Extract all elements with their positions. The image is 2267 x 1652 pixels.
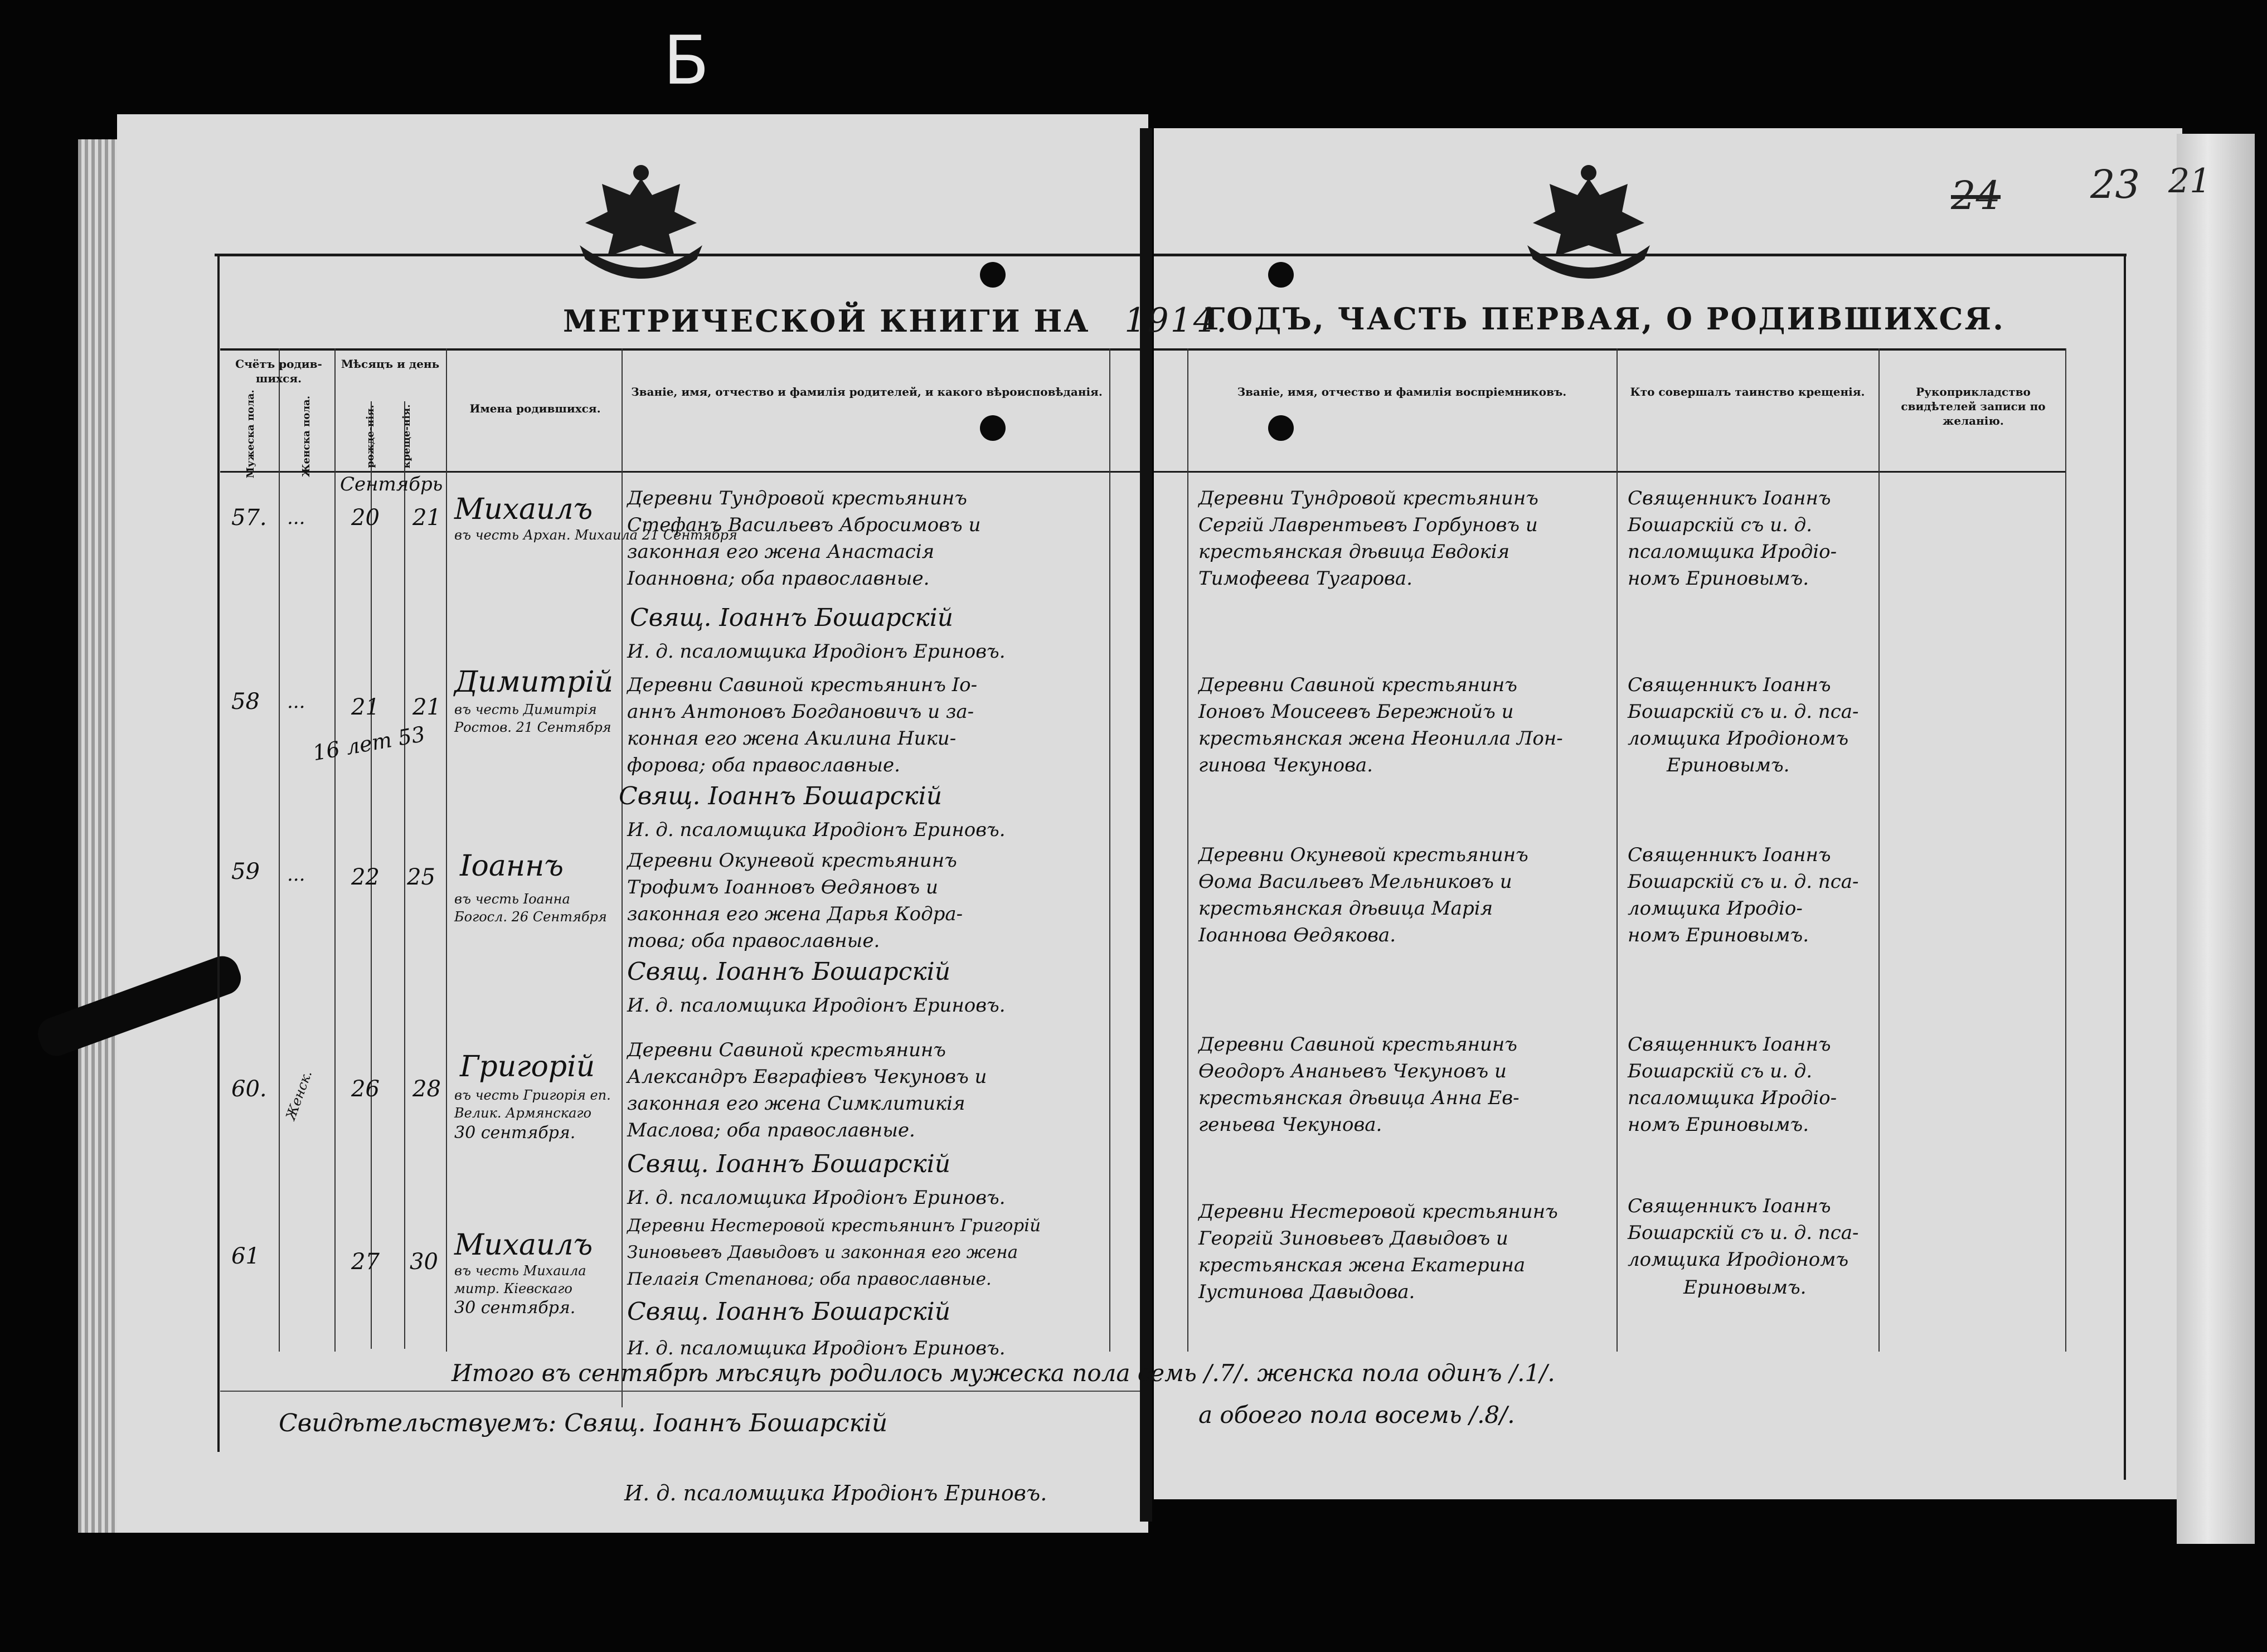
- double-headed-eagle-emblem-left: [569, 162, 713, 290]
- baptism-day: 30: [410, 1249, 438, 1275]
- parents-line: Трофимъ Іоанновъ Ѳедяновъ и: [627, 876, 938, 898]
- godparents-line: крестьянская дѣвица Марія: [1198, 897, 1493, 920]
- name-note: 30 сентября.: [454, 1123, 576, 1143]
- parents-line: Іоанновна; оба православные.: [627, 567, 930, 590]
- priest-line: ломщика Иродіономъ: [1628, 1248, 1849, 1271]
- totals-line-2: а обоего пола восемь /.8/.: [1198, 1401, 1515, 1429]
- margin-note: 16 лет 53: [310, 721, 427, 766]
- godparents-line: Деревни Тундровой крестьянинъ: [1198, 487, 1538, 509]
- godparents-line: гинова Чекунова.: [1198, 754, 1373, 776]
- header-godparents: Званіе, имя, отчество и фамилія воспріемниковъ.: [1237, 385, 1567, 399]
- entry-number: 59: [231, 859, 260, 885]
- column-header-rule-right: [1154, 471, 2065, 473]
- header-rule-right: [1154, 348, 2065, 351]
- birth-day: 22: [351, 864, 380, 890]
- baptism-day: 21: [412, 694, 441, 720]
- entry-number: 60.: [231, 1076, 267, 1102]
- title-left: [563, 301, 1229, 340]
- col-rule: [446, 348, 447, 1352]
- godparents-line: крестьянская жена Екатерина: [1198, 1254, 1526, 1276]
- header-priest: Кто совершалъ таинство крещенія.: [1630, 385, 1865, 399]
- parents-line: Деревни Нестеровой крестьянинъ Григорій: [627, 1216, 1041, 1236]
- parents-line: аннъ Антоновъ Богдановичъ и за-: [627, 701, 974, 723]
- godparents-line: Георгій Зиновьевъ Давыдовъ и: [1198, 1227, 1508, 1250]
- child-name: Димитрій: [454, 665, 614, 699]
- godparents-line: крестьянская жена Неонилла Лон-: [1198, 727, 1563, 750]
- parents-line: Зиновьевъ Давыдовъ и законная его жена: [627, 1242, 1018, 1262]
- clerk-signature: И. д. псаломщика Иродіонъ Ериновъ.: [627, 1187, 1006, 1209]
- header-female: Женска пола.: [300, 396, 312, 477]
- table-left-border: [217, 254, 220, 1452]
- child-name: Михаилъ: [454, 493, 593, 526]
- page-stack-edge: [78, 139, 123, 1533]
- child-name: Іоаннъ: [460, 849, 564, 883]
- godparents-line: Іоновъ Моисеевъ Бережнойъ и: [1198, 701, 1514, 723]
- double-headed-eagle-emblem-right: [1516, 162, 1661, 290]
- priest-line: Ериновымъ.: [1667, 754, 1790, 776]
- priest-line: Священникъ Іоаннъ: [1628, 674, 1831, 696]
- frame-label: Б: [663, 22, 710, 100]
- parents-line: Пелагія Степанова; оба православные.: [627, 1269, 992, 1289]
- clerk-signature: И. д. псаломщика Иродіонъ Ериновъ.: [627, 1337, 1006, 1359]
- name-note: въ честь Михаила: [454, 1263, 586, 1279]
- clerk-signature: И. д. псаломщика Иродіонъ Ериновъ.: [627, 994, 1006, 1017]
- parents-line: Александръ Евграфіевъ Чекуновъ и: [627, 1066, 987, 1088]
- name-note: въ честь Григорія еп.: [454, 1087, 611, 1103]
- priest-line: псаломщика Иродіо-: [1628, 1087, 1837, 1109]
- birth-day: 27: [351, 1249, 380, 1275]
- entry-number: 57.: [231, 505, 267, 531]
- header-signatures: Рукоприкладство свидѣтелей записи по желанію.: [1901, 385, 2046, 427]
- binding-hole: [1268, 415, 1294, 441]
- totals-clerk-signature: И. д. псаломщика Иродіонъ Ериновъ.: [624, 1481, 1047, 1505]
- month-label: Сентябрь: [340, 473, 443, 495]
- parents-line: Стефанъ Васильевъ Абросимовъ и: [627, 514, 981, 536]
- female-count: ...: [287, 691, 305, 713]
- name-note: Велик. Армянскаго: [454, 1105, 591, 1121]
- name-note: Богосл. 26 Сентября: [454, 909, 607, 925]
- birth-day: 21: [351, 694, 380, 720]
- header-male: Мужеска пола.: [245, 390, 256, 478]
- priest-line: Священникъ Іоаннъ: [1628, 487, 1831, 509]
- col-rule: [1187, 348, 1188, 1352]
- name-note: 30 сентября.: [454, 1298, 576, 1318]
- female-count: Женск.: [283, 1068, 315, 1123]
- entry-number: 58: [231, 689, 260, 715]
- table-top-rule-right: [1154, 254, 2127, 256]
- baptism-day: 21: [412, 505, 441, 531]
- header-rule: [220, 348, 1140, 351]
- parents-line: Деревни Тундровой крестьянинъ: [627, 487, 967, 509]
- priest-line: номъ Ериновымъ.: [1628, 567, 1809, 590]
- header-month-day: Мѣсяцъ и день: [341, 357, 440, 371]
- parents-line: законная его жена Дарья Кодра-: [627, 903, 963, 925]
- col-rule: [334, 348, 336, 1352]
- baptism-day: 25: [407, 864, 435, 890]
- priest-line: ломщика Иродіо-: [1628, 897, 1803, 920]
- binding-hole: [1268, 262, 1294, 288]
- page-stack-right: [2177, 134, 2255, 1544]
- name-note: въ честь Іоанна: [454, 891, 570, 907]
- priest-line: номъ Ериновымъ.: [1628, 924, 1809, 946]
- godparents-line: Ѳома Васильевъ Мельниковъ и: [1198, 871, 1512, 893]
- header-baptism: креще-нія.: [401, 404, 412, 469]
- col-rule: [622, 348, 623, 1407]
- table-right-border: [2124, 254, 2126, 1480]
- priest-line: Священникъ Іоаннъ: [1628, 1033, 1831, 1056]
- parents-line: конная его жена Акилина Ники-: [627, 727, 957, 750]
- child-name: Михаилъ: [454, 1228, 593, 1262]
- priest-signature: Свящ. Іоаннъ Бошарскій: [627, 958, 951, 986]
- witness-line: Свидѣтельствуемъ: Свящ. Іоаннъ Бошарскій: [279, 1409, 888, 1437]
- col-rule: [2065, 348, 2066, 1352]
- priest-line: Бошарскій съ и. д. пса-: [1628, 871, 1859, 893]
- clerk-signature: И. д. псаломщика Иродіонъ Ериновъ.: [627, 640, 1006, 663]
- godparents-line: крестьянская дѣвица Евдокія: [1198, 541, 1510, 563]
- name-note: въ честь Архан. Михаила 21 Сентября: [454, 527, 737, 543]
- table-top-rule: [215, 254, 1140, 256]
- priest-line: номъ Ериновымъ.: [1628, 1114, 1809, 1136]
- godparents-line: Деревни Савиной крестьянинъ: [1198, 1033, 1517, 1056]
- title-right: ГОДЪ, ЧАСТЬ ПЕРВАЯ, О РОДИВШИХСЯ.: [1204, 301, 2005, 337]
- header-count: Счётъ родив-шихся.: [235, 357, 322, 385]
- godparents-line: Тимофеева Тугарова.: [1198, 567, 1412, 590]
- binding-hole: [980, 415, 1006, 441]
- parents-line: Деревни Савиной крестьянинъ Іо-: [627, 674, 978, 696]
- totals-rule: [220, 1391, 1140, 1392]
- page-number: 23: [2090, 162, 2140, 207]
- priest-line: Ериновымъ.: [1683, 1276, 1807, 1299]
- title-left-text: МЕТРИЧЕСКОЙ КНИГИ НА: [563, 303, 1090, 339]
- female-count: ...: [287, 863, 305, 886]
- priest-line: Бошарскій съ и. д.: [1628, 514, 1813, 536]
- godparents-line: Іустинова Давыдова.: [1198, 1281, 1415, 1303]
- priest-signature: Свящ. Іоаннъ Бошарскій: [627, 1298, 951, 1326]
- header-birth: рожде-нія.: [365, 405, 376, 468]
- page-number-edge: 21: [2168, 162, 2211, 201]
- parents-line: Маслова; оба православные.: [627, 1119, 915, 1141]
- col-rule: [1109, 348, 1110, 1352]
- parents-line: Деревни Окуневой крестьянинъ: [627, 849, 957, 872]
- priest-line: Бошарскій съ и. д.: [1628, 1060, 1813, 1082]
- godparents-line: Деревни Савиной крестьянинъ: [1198, 674, 1517, 696]
- priest-signature: Свящ. Іоаннъ Бошарскій: [630, 604, 954, 632]
- priest-line: Священникъ Іоаннъ: [1628, 844, 1831, 866]
- godparents-line: Деревни Нестеровой крестьянинъ: [1198, 1201, 1558, 1223]
- child-name: Григорій: [460, 1050, 595, 1083]
- priest-line: Бошарскій съ и. д. пса-: [1628, 701, 1859, 723]
- header-names: Имена родившихся.: [469, 402, 601, 415]
- totals-line: Итого въ сентябрѣ мѣсяцѣ родилось мужеска пола семь /.7/. женска пола одинъ /.1/.: [452, 1359, 1555, 1387]
- godparents-line: Ѳеодоръ Ананьевъ Чекуновъ и: [1198, 1060, 1507, 1082]
- col-rule: [1616, 348, 1618, 1352]
- page-number-struck: 24: [1951, 173, 2001, 218]
- parents-line: форова; оба православные.: [627, 754, 900, 776]
- baptism-day: 28: [412, 1076, 441, 1102]
- female-count: ...: [287, 507, 305, 529]
- header-parents: Званіе, имя, отчество и фамилія родителей, и какого вѣроисповѣданія.: [631, 385, 1103, 399]
- godparents-line: Іоаннова Ѳедякова.: [1198, 924, 1396, 946]
- priest-line: Бошарскій съ и. д. пса-: [1628, 1222, 1859, 1244]
- entry-number: 61: [231, 1243, 260, 1269]
- name-note: Ростов. 21 Сентября: [454, 720, 611, 735]
- birth-day: 20: [351, 505, 380, 531]
- birth-day: 26: [351, 1076, 380, 1102]
- godparents-line: геньева Чекунова.: [1198, 1114, 1382, 1136]
- priest-line: ломщика Иродіономъ: [1628, 727, 1849, 750]
- godparents-line: Сергій Лаврентьевъ Горбуновъ и: [1198, 514, 1538, 536]
- godparents-line: крестьянская дѣвица Анна Ев-: [1198, 1087, 1520, 1109]
- col-rule: [404, 401, 405, 1349]
- col-rule: [279, 348, 280, 1352]
- parents-line: законная его жена Анастасія: [627, 541, 935, 563]
- col-rule: [1878, 348, 1880, 1352]
- priest-line: псаломщика Иродіо-: [1628, 541, 1837, 563]
- name-note: митр. Кіевскаго: [454, 1281, 572, 1296]
- priest-signature: Свящ. Іоаннъ Бошарскій: [627, 1150, 951, 1178]
- godparents-line: Деревни Окуневой крестьянинъ: [1198, 844, 1528, 866]
- parents-line: това; оба православные.: [627, 930, 880, 952]
- parents-line: Деревни Савиной крестьянинъ: [627, 1039, 946, 1061]
- name-note: въ честь Димитрія: [454, 702, 597, 717]
- priest-line: Священникъ Іоаннъ: [1628, 1195, 1831, 1217]
- parents-line: законная его жена Симклитикія: [627, 1092, 965, 1115]
- binding-hole: [980, 262, 1006, 288]
- title-year: 1914.: [1124, 301, 1229, 340]
- priest-signature: Свящ. Іоаннъ Бошарскій: [619, 782, 943, 810]
- clerk-signature: И. д. псаломщика Иродіонъ Ериновъ.: [627, 819, 1006, 841]
